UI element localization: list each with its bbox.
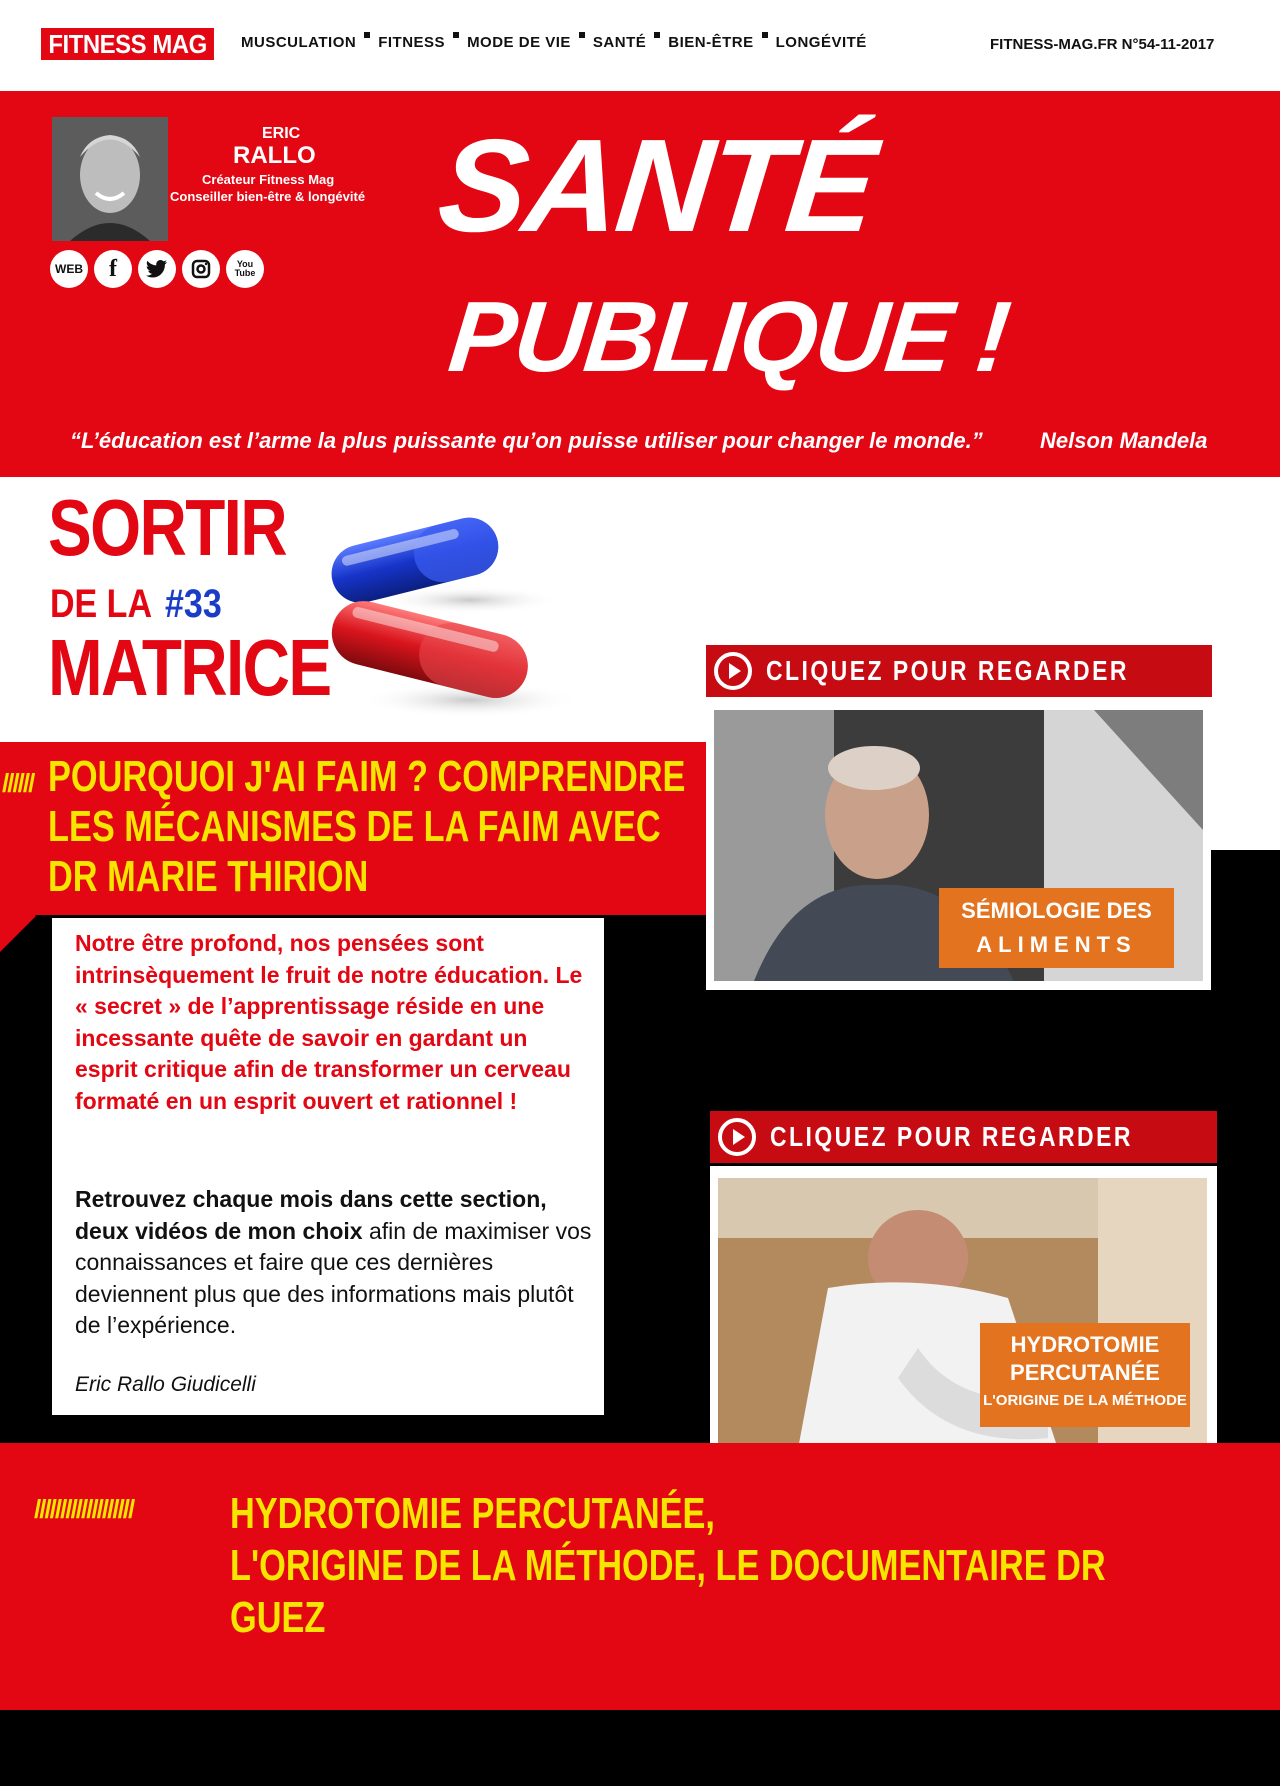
- social-links: [50, 250, 264, 288]
- watch-button-1[interactable]: [706, 645, 1212, 697]
- article-headline[interactable]: POURQUOI J'AI FAIM ? COMPRENDRE LES MÉCANISMES DE LA FAIM AVEC DR MARIE THIRION: [48, 752, 686, 901]
- pills-illustration: [320, 500, 580, 735]
- video-badge-2-line3: L'ORIGINE DE LA MÉTHODE: [983, 1392, 1187, 1409]
- section-title-line2: DE LA: [50, 582, 152, 626]
- author-role: Créateur Fitness Mag: [202, 172, 335, 187]
- nav-item-longevite[interactable]: LONGÉVITÉ: [775, 34, 867, 51]
- hero-title-line1: SANTÉ: [432, 112, 881, 259]
- play-icon: [718, 1118, 756, 1156]
- video-badge-2-line2: PERCUTANÉE: [1010, 1360, 1160, 1385]
- video-thumbnail-2[interactable]: [718, 1178, 1207, 1449]
- nav-separator: [579, 32, 585, 38]
- nav-separator: [654, 32, 660, 38]
- intro-bold: Retrouvez chaque mois dans cette section, deux vidéos de mon choix: [75, 1186, 547, 1244]
- facebook-icon[interactable]: f: [94, 250, 132, 288]
- nav-item-sante[interactable]: SANTÉ: [592, 34, 647, 51]
- hero-quote-author: Nelson Mandela: [1040, 428, 1208, 453]
- nav-item-bien-etre[interactable]: BIEN-ÊTRE: [668, 34, 754, 51]
- video-badge-1-line1: SÉMIOLOGIE DES: [961, 898, 1152, 923]
- instagram-icon[interactable]: [182, 250, 220, 288]
- nav-separator: [364, 32, 370, 38]
- hero-title-line2: PUBLIQUE !: [444, 281, 1014, 393]
- watch-button-2[interactable]: [710, 1111, 1217, 1163]
- intro-highlight: Notre être profond, nos pensées sont intrinsèquement le fruit de notre éducation. Le « secret » de l’apprentissage réside en une incessante quête de savoir en gardant un esprit critique afin de transformer un cerveau formaté en un esprit ouvert et rationnel !: [75, 930, 583, 1114]
- video-badge-1-line2: ALIMENTS: [976, 932, 1137, 957]
- issue-number: FITNESS-MAG.FR N°54-11-2017: [990, 36, 1215, 53]
- youtube-icon[interactable]: You Tube: [226, 250, 264, 288]
- nav-item-musculation[interactable]: MUSCULATION: [241, 34, 357, 51]
- watch-button-label: CLIQUEZ POUR REGARDER: [766, 655, 1129, 686]
- video-badge-1: [939, 888, 1174, 968]
- hero-quote: “L’éducation est l’arme la plus puissante qu’on puisse utiliser pour changer le monde.”: [70, 428, 983, 453]
- brand-logo[interactable]: FITNESS MAG: [41, 28, 214, 60]
- twitter-icon[interactable]: [138, 250, 176, 288]
- web-icon[interactable]: WEB: [50, 250, 88, 288]
- intro-rest: afin de maximiser vos connaissances et faire que ces dernières deviennent plus que des informations mais plutôt de l’expérience.: [75, 1217, 592, 1338]
- video-badge-2: [980, 1323, 1190, 1427]
- bottom-headline[interactable]: [230, 1488, 1166, 1644]
- nav-item-fitness[interactable]: FITNESS: [378, 34, 446, 51]
- headline-slashes: //////: [2, 768, 34, 798]
- intro-text: [75, 1184, 605, 1342]
- play-icon: [714, 652, 752, 690]
- video-badge-2-line1: HYDROTOMIE: [1010, 1332, 1160, 1357]
- section-number: #33: [165, 582, 222, 626]
- bottom-headline-line1: HYDROTOMIE PERCUTANÉE,: [230, 1489, 715, 1538]
- author-last-name: RALLO: [233, 142, 316, 169]
- section-title-line3: MATRICE: [48, 623, 331, 712]
- bottom-slashes: ///////////////////: [34, 1494, 134, 1524]
- author-first-name: ERIC: [262, 125, 301, 142]
- video-thumbnail-1[interactable]: [714, 710, 1203, 981]
- section-title-line1: SORTIR: [48, 483, 286, 572]
- top-nav: [241, 34, 867, 51]
- author-avatar: [52, 117, 168, 241]
- nav-separator: [762, 32, 768, 38]
- nav-item-mode-de-vie[interactable]: MODE DE VIE: [467, 34, 571, 51]
- author-role-secondary: Conseiller bien-être & longévité: [170, 189, 366, 204]
- bottom-headline-line2: L'ORIGINE DE LA MÉTHODE, LE DOCUMENTAIRE DR GUEZ: [230, 1541, 1106, 1642]
- nav-separator: [453, 32, 459, 38]
- signature: Eric Rallo Giudicelli: [75, 1373, 256, 1396]
- watch-button-label: CLIQUEZ POUR REGARDER: [770, 1121, 1133, 1152]
